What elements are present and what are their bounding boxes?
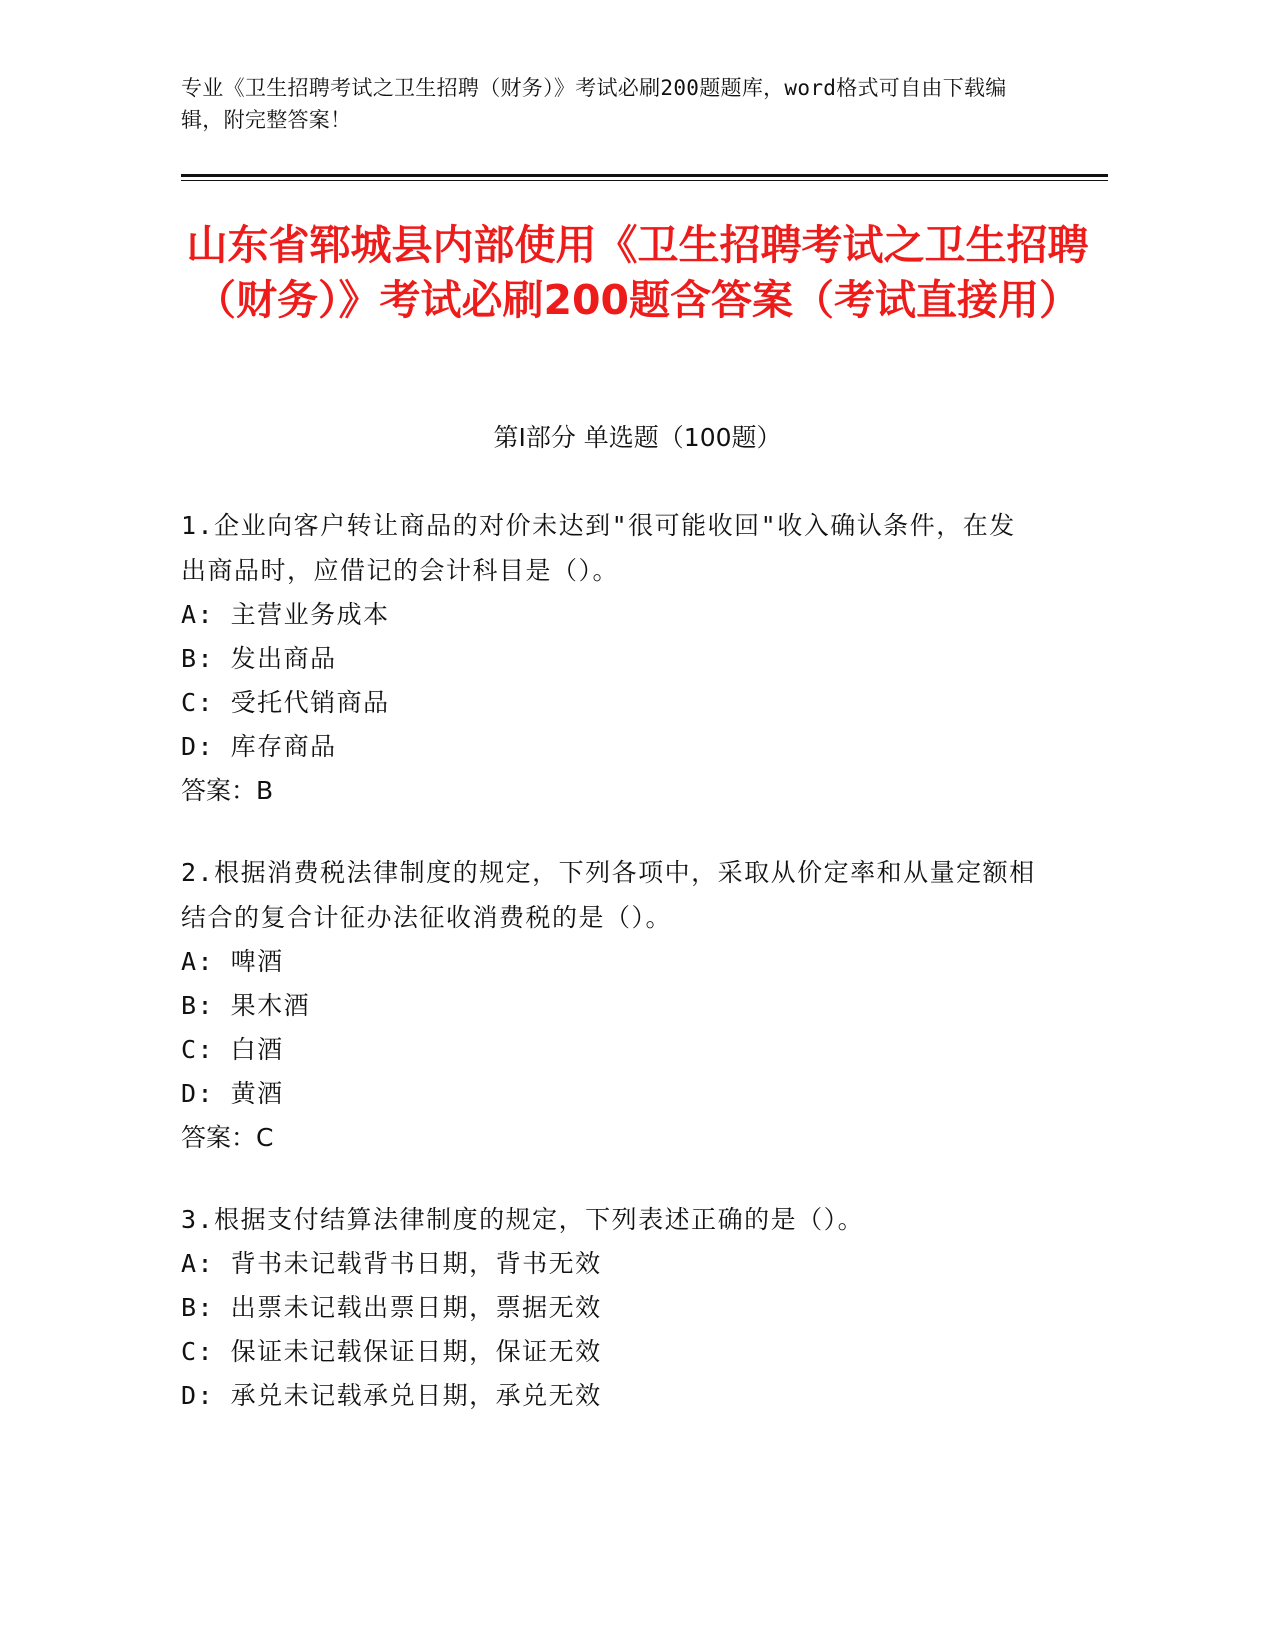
option-d: D: 承兑未记载承兑日期，承兑无效 [181, 1381, 602, 1410]
option-c: C: 白酒 [181, 1035, 284, 1064]
header-rule-thin [181, 180, 1108, 181]
question-item [181, 1197, 1041, 1418]
question-list [181, 503, 1041, 1455]
answer-value: B [256, 776, 274, 805]
question-item [181, 503, 1041, 813]
option-a: A: 啤酒 [181, 947, 284, 976]
option-c: C: 受托代销商品 [181, 688, 390, 717]
question-stem: 3.根据支付结算法律制度的规定，下列表述正确的是（）。 [181, 1205, 865, 1234]
question-item [181, 850, 1041, 1160]
option-d: D: 库存商品 [181, 732, 337, 761]
option-c: C: 保证未记载保证日期，保证无效 [181, 1337, 602, 1366]
answer-line [181, 769, 1041, 813]
document-title: 山东省郓城县内部使用《卫生招聘考试之卫生招聘（财务）》考试必刷200题含答案（考试直接用） [186, 221, 1089, 324]
question-stem: 2.根据消费税法律制度的规定，下列各项中，采取从价定率和从量定额相结合的复合计征办法征收消费税的是（）。 [181, 858, 1036, 932]
section-heading: 第I部分 单选题（100题） [493, 423, 782, 452]
answer-line [181, 1116, 1041, 1160]
option-b: B: 发出商品 [181, 644, 337, 673]
header-note: 专业《卫生招聘考试之卫生招聘（财务）》考试必刷200题题库，word格式可自由下载编辑，附完整答案！ [181, 76, 1007, 132]
answer-label: 答案： [181, 1123, 257, 1152]
option-b: B: 出票未记载出票日期，票据无效 [181, 1293, 602, 1322]
option-b: B: 果木酒 [181, 991, 311, 1020]
option-a: A: 背书未记载背书日期，背书无效 [181, 1249, 602, 1278]
question-stem: 1.企业向客户转让商品的对价未达到"很可能收回"收入确认条件，在发出商品时，应借记的会计科目是（）。 [181, 511, 1016, 585]
header-rule-thick [181, 174, 1108, 177]
answer-value: C [256, 1123, 274, 1152]
option-a: A: 主营业务成本 [181, 600, 390, 629]
option-d: D: 黄酒 [181, 1079, 284, 1108]
answer-label: 答案： [181, 776, 257, 805]
